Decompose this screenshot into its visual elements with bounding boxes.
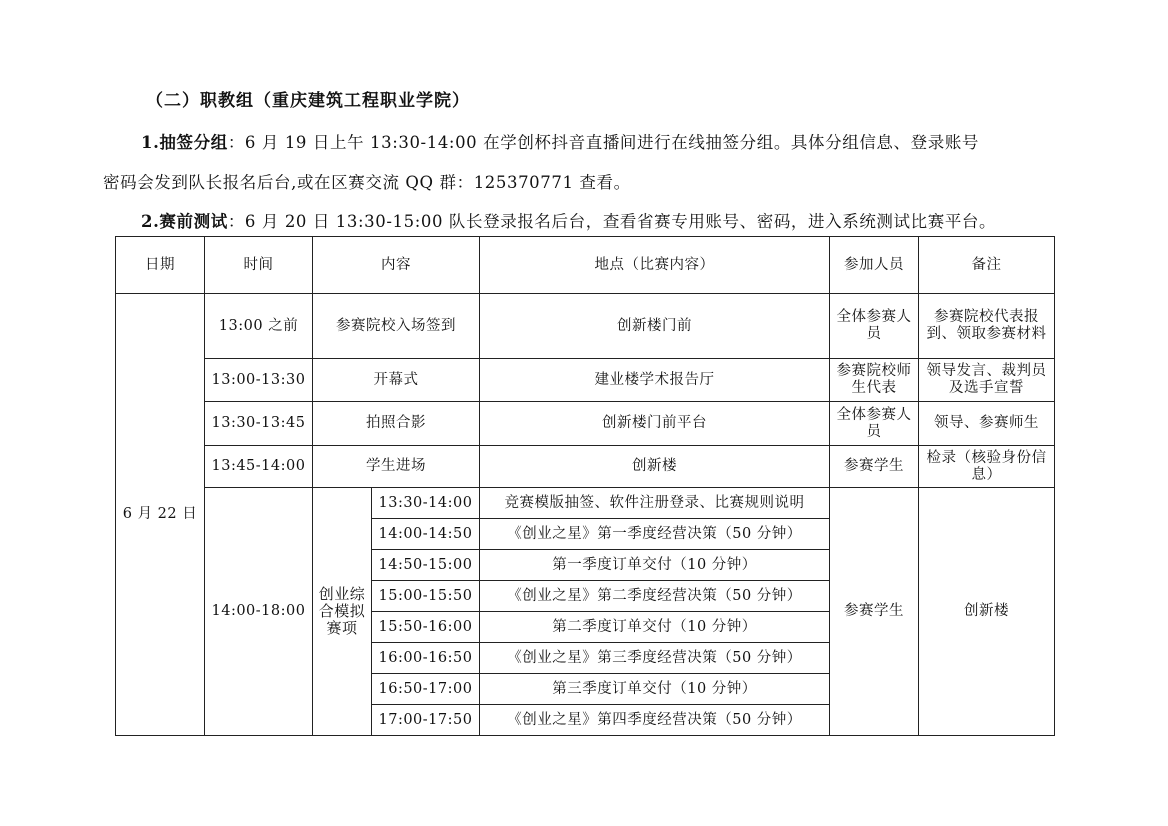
date-cell: 6 月 22 日 (116, 294, 205, 736)
remarks-cell: 领导、参赛师生 (919, 402, 1055, 446)
paragraph-pre-test (141, 212, 996, 232)
table-row (116, 488, 1055, 519)
competition-time-cell: 14:00-18:00 (205, 488, 313, 736)
header-content: 内容 (313, 237, 480, 294)
session-time-cell: 16:00-16:50 (372, 643, 480, 674)
time-cell: 13:00-13:30 (205, 359, 313, 402)
session-item-cell: 第二季度订单交付（10 分钟） (480, 612, 830, 643)
paragraph-draw-grouping-line2: 密码会发到队长报名后台,或在区赛交流 QQ 群：125370771 查看。 (103, 173, 631, 192)
participants-cell: 参赛学生 (830, 446, 919, 488)
session-time-cell: 15:50-16:00 (372, 612, 480, 643)
competition-participants-cell: 参赛学生 (830, 488, 919, 736)
remarks-cell: 检录（核验身份信息） (919, 446, 1055, 488)
table-row (116, 402, 1055, 446)
participants-cell: 全体参赛人员 (830, 294, 919, 359)
table-header-row (116, 237, 1055, 294)
session-item-cell: 《创业之星》第三季度经营决策（50 分钟） (480, 643, 830, 674)
content-cell: 拍照合影 (313, 402, 480, 446)
location-cell: 建业楼学术报告厅 (480, 359, 830, 402)
participants-cell: 全体参赛人员 (830, 402, 919, 446)
location-cell: 创新楼门前 (480, 294, 830, 359)
session-item-cell: 《创业之星》第四季度经营决策（50 分钟） (480, 705, 830, 736)
pre-test-text: ：6 月 20 日 13:30-15:00 队长登录报名后台，查看省赛专用账号、密码，进入系统测试比赛平台。 (227, 212, 997, 231)
session-time-cell: 16:50-17:00 (372, 674, 480, 705)
draw-grouping-label: 1.抽签分组 (141, 133, 228, 152)
section-heading: （二）职教组（重庆建筑工程职业学院） (146, 91, 470, 111)
paragraph-draw-grouping-line1 (141, 133, 979, 153)
schedule-table (115, 236, 1055, 736)
location-cell: 创新楼门前平台 (480, 402, 830, 446)
session-item-cell: 《创业之星》第二季度经营决策（50 分钟） (480, 581, 830, 612)
header-date: 日期 (116, 237, 205, 294)
header-time: 时间 (205, 237, 313, 294)
session-time-cell: 17:00-17:50 (372, 705, 480, 736)
session-item-cell: 第三季度订单交付（10 分钟） (480, 674, 830, 705)
session-time-cell: 13:30-14:00 (372, 488, 480, 519)
session-item-cell: 竞赛模版抽签、软件注册登录、比赛规则说明 (480, 488, 830, 519)
time-cell: 13:00 之前 (205, 294, 313, 359)
competition-remarks-cell: 创新楼 (919, 488, 1055, 736)
header-location: 地点（比赛内容） (480, 237, 830, 294)
remarks-cell: 领导发言、裁判员及选手宣誓 (919, 359, 1055, 402)
table-row (116, 294, 1055, 359)
session-time-cell: 15:00-15:50 (372, 581, 480, 612)
session-item-cell: 《创业之星》第一季度经营决策（50 分钟） (480, 519, 830, 550)
table-row (116, 359, 1055, 402)
session-time-cell: 14:00-14:50 (372, 519, 480, 550)
time-cell: 13:30-13:45 (205, 402, 313, 446)
competition-content-cell: 创业综合模拟赛项 (313, 488, 372, 736)
content-cell: 开幕式 (313, 359, 480, 402)
participants-cell: 参赛院校师生代表 (830, 359, 919, 402)
session-item-cell: 第一季度订单交付（10 分钟） (480, 550, 830, 581)
pre-test-label: 2.赛前测试 (141, 212, 228, 231)
header-remarks: 备注 (919, 237, 1055, 294)
session-time-cell: 14:50-15:00 (372, 550, 480, 581)
content-cell: 参赛院校入场签到 (313, 294, 480, 359)
draw-grouping-text: ：6 月 19 日上午 13:30-14:00 在学创杯抖音直播间进行在线抽签分组。具体分组信息、登录账号 (227, 133, 980, 152)
table-row (116, 446, 1055, 488)
time-cell: 13:45-14:00 (205, 446, 313, 488)
content-cell: 学生进场 (313, 446, 480, 488)
remarks-cell: 参赛院校代表报到、领取参赛材料 (919, 294, 1055, 359)
header-participants: 参加人员 (830, 237, 919, 294)
location-cell: 创新楼 (480, 446, 830, 488)
